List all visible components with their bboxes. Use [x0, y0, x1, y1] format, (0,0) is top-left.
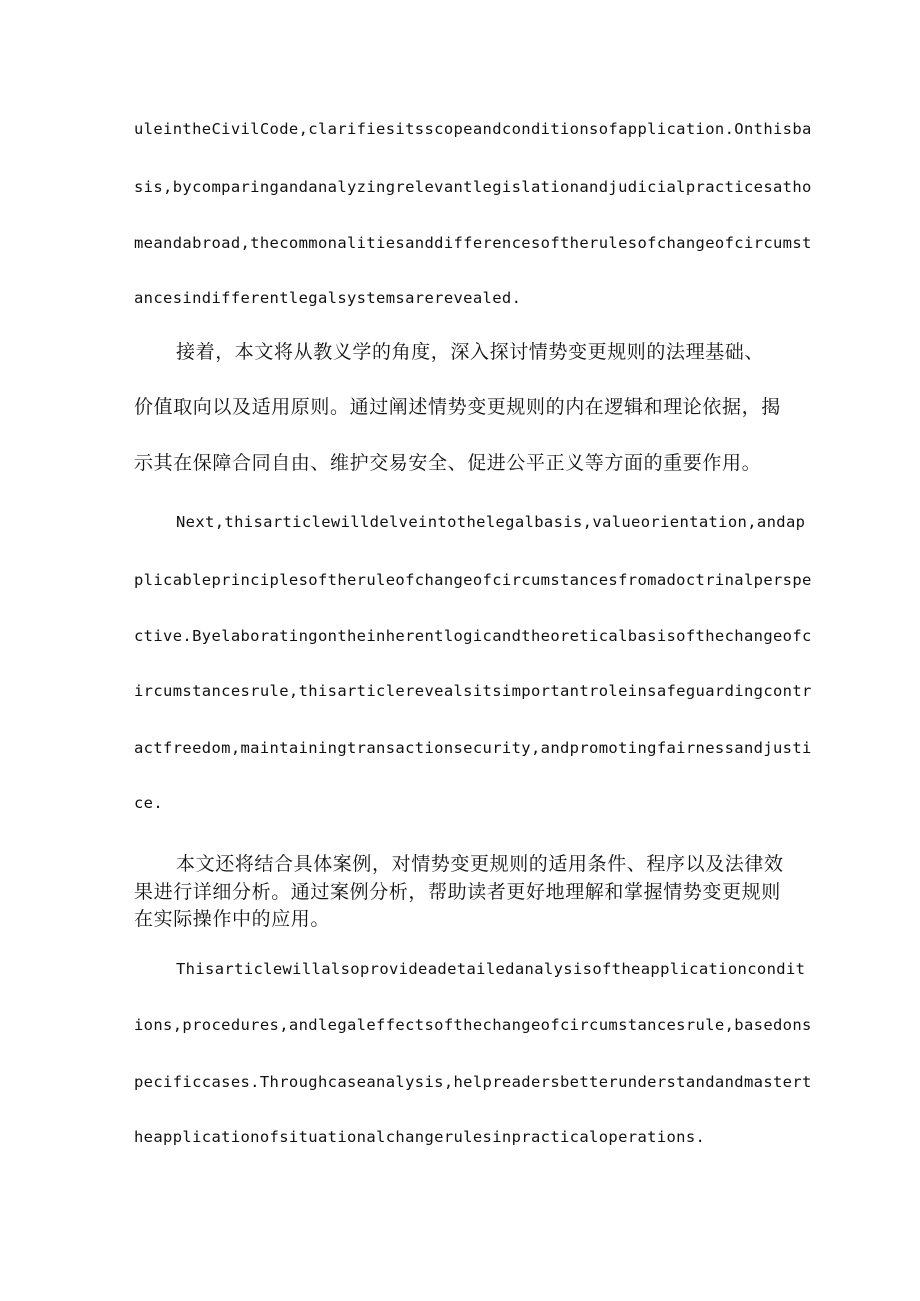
text-line: 果进行详细分析。通过案例分析，帮助读者更好地理解和掌握情势变更规则 [134, 881, 781, 903]
text-line: 价值取向以及适用原则。通过阐述情势变更规则的内在逻辑和理论依据，揭 [134, 396, 781, 418]
text-line: plicableprinciplesoftheruleofchangeofcircumstancesfromadoctrinalperspe [134, 571, 812, 589]
text-line: 本文还将结合具体案例，对情势变更规则的适用条件、程序以及法律效 [176, 853, 784, 875]
text-line: uleintheCivilCode,clarifiesitsscopeandconditionsofapplication.Onthisba [134, 120, 812, 138]
text-line: ircumstancesrule,thisarticlerevealsitsimportantroleinsafeguardingcontr [134, 682, 812, 700]
text-line: ce. [134, 794, 164, 812]
text-line: meandabroad,thecommonalitiesanddifferencesoftherulesofchangeofcircumst [134, 234, 812, 252]
text-line: ions,procedures,andlegaleffectsofthechangeofcircumstancesrule,basedons [134, 1016, 812, 1034]
text-line: heapplicationofsituationalchangerulesinpracticaloperations. [134, 1128, 706, 1146]
text-line: Next,thisarticlewilldelveintothelegalbasis,valueorientation,andap [176, 513, 806, 531]
text-line: 接着，本文将从教义学的角度，深入探讨情势变更规则的法理基础、 [176, 341, 765, 363]
text-line: ancesindifferentlegalsystemsarerevealed. [134, 289, 522, 307]
text-line: Thisarticlewillalsoprovideadetailedanalysisoftheapplicationcondit [176, 960, 806, 978]
text-line: 在实际操作中的应用。 [134, 908, 331, 930]
text-line: 示其在保障合同自由、维护交易安全、促进公平正义等方面的重要作用。 [134, 452, 762, 474]
text-line: sis,bycomparingandanalyzingrelevantlegislationandjudicialpracticesatho [134, 178, 812, 196]
text-line: actfreedom,maintainingtransactionsecurity,andpromotingfairnessandjusti [134, 739, 812, 757]
text-line: pecificcases.Throughcaseanalysis,helpreadersbetterunderstandandmastert [134, 1073, 812, 1091]
text-line: ctive.Byelaboratingontheinherentlogicandtheoreticalbasisofthechangeofc [134, 627, 812, 645]
